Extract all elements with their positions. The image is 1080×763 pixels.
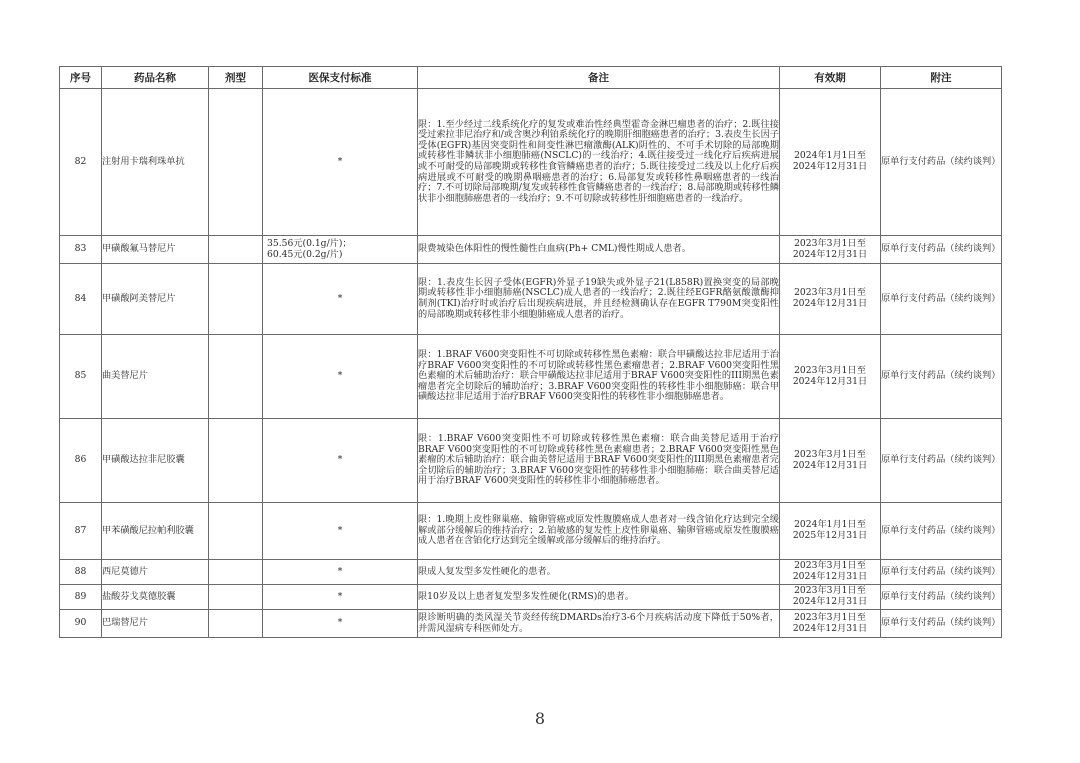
table-row xyxy=(60,335,1002,419)
table-header-row xyxy=(60,67,1002,89)
dosage-form xyxy=(209,236,263,264)
payment-standard: * xyxy=(263,503,418,560)
dosage-form xyxy=(209,610,263,638)
validity-start: 2024年1月1日至 xyxy=(794,150,866,162)
remarks: 限：1.表皮生长因子受体(EGFR)外显子19缺失或外显子21(L858R)置换突变的局部晚期或转移性非小细胞肺癌(NSCLC)成人患者的一线治疗；2.既往经EGFR酪氨酸激酶抑制剂(TKI)治疗时或治疗后出现疾病进展，并且经检测确认存在EGFR T790M突变阳性的局部晚期或转移性非小细胞肺癌成人患者的治疗。 xyxy=(418,264,780,335)
validity-period xyxy=(780,560,881,585)
validity-period xyxy=(780,610,881,638)
row-number: 89 xyxy=(60,585,102,610)
annex-note: 原单行支付药品（续约谈判） xyxy=(881,560,1002,585)
validity-end: 2024年12月31日 xyxy=(792,459,868,471)
annex-note: 原单行支付药品（续约谈判） xyxy=(881,503,1002,560)
payment-standard: * xyxy=(263,89,418,236)
drug-name: 西尼莫德片 xyxy=(102,560,209,585)
table-row xyxy=(60,560,1002,585)
drug-name: 盐酸芬戈莫德胶囊 xyxy=(102,585,209,610)
header-annex: 附注 xyxy=(881,67,1002,89)
drug-name: 甲磺酸达拉非尼胶囊 xyxy=(102,419,209,503)
payment-standard: * xyxy=(263,264,418,335)
remarks: 限成人复发型多发性硬化的患者。 xyxy=(418,560,780,585)
annex-note: 原单行支付药品（续约谈判） xyxy=(881,585,1002,610)
drug-name: 甲苯磺酸尼拉帕利胶囊 xyxy=(102,503,209,560)
row-number: 88 xyxy=(60,560,102,585)
validity-start: 2023年3月1日至 xyxy=(794,237,866,249)
validity-start: 2023年3月1日至 xyxy=(794,364,866,376)
dosage-form xyxy=(209,503,263,560)
validity-start: 2023年3月1日至 xyxy=(794,448,866,460)
remarks: 限费城染色体阳性的慢性髓性白血病(Ph+ CML)慢性期成人患者。 xyxy=(418,236,780,264)
table-row xyxy=(60,419,1002,503)
validity-start: 2023年3月1日至 xyxy=(794,585,866,597)
remarks: 限10岁及以上患者复发型多发性硬化(RMS)的患者。 xyxy=(418,585,780,610)
dosage-form xyxy=(209,89,263,236)
row-number: 90 xyxy=(60,610,102,638)
validity-period xyxy=(780,585,881,610)
header-validity: 有效期 xyxy=(780,67,881,89)
row-number: 84 xyxy=(60,264,102,335)
annex-note: 原单行支付药品（续约谈判） xyxy=(881,335,1002,419)
annex-note: 原单行支付药品（续约谈判） xyxy=(881,89,1002,236)
remarks: 限：1.BRAF V600突变阳性不可切除或转移性黑色素瘤：联合甲磺酸达拉非尼适用于治疗BRAF V600突变阳性的不可切除或转移性黑色素瘤患者；2.BRAF V600突变阳性黑色素瘤的术后辅助治疗：联合甲磺酸达拉非尼适用于BRAF V600突变阳性的III期黑色素瘤患者完全切除后的辅助治疗；3.BRAF V600突变阳性的转移性非小细胞肺癌：联合甲磺酸达拉非尼适用于治疗BRAF V600突变阳性的转移性非小细胞肺癌患者。 xyxy=(418,335,780,419)
validity-end: 2024年12月31日 xyxy=(792,298,868,309)
header-drug-name: 药品名称 xyxy=(102,67,209,89)
table-row xyxy=(60,89,1002,236)
drug-name: 注射用卡瑞利珠单抗 xyxy=(102,89,209,236)
payment-standard: * xyxy=(263,585,418,610)
remarks: 限：1.至少经过二线系统化疗的复发或难治性经典型霍奇金淋巴瘤患者的治疗；2.既往接受过索拉非尼治疗和/或含奥沙利铂系统化疗的晚期肝细胞癌患者的治疗；3.表皮生长因子受体(EGFR)基因突变阴性和间变性淋巴瘤激酶(ALK)阴性的、不可手术切除的局部晚期或转移性非鳞状非小细胞肺癌(NSCLC)的一线治疗；4.既往接受过一线化疗后疾病进展或不可耐受的局部晚期或转移性食管鳞癌患者的治疗；5.既往接受过二线及以上化疗后疾病进展或不可耐受的晚期鼻咽癌患者的治疗；6.局部复发或转移性鼻咽癌患者的一线治疗；7.不可切除局部晚期/复发或转移性食管鳞癌患者的一线治疗；8.局部晚期或转移性鳞状非小细胞肺癌患者的一线治疗；9.不可切除或转移性肝细胞癌患者的一线治疗。 xyxy=(418,89,780,236)
header-dosage-form: 剂型 xyxy=(209,67,263,89)
validity-start: 2023年3月1日至 xyxy=(794,611,866,623)
remarks: 限诊断明确的类风湿关节炎经传统DMARDs治疗3-6个月疾病活动度下降低于50%者，并需风湿病专科医师处方。 xyxy=(418,610,780,638)
drug-name: 巴瑞替尼片 xyxy=(102,610,209,638)
validity-end: 2024年12月31日 xyxy=(792,571,868,582)
validity-end: 2025年12月31日 xyxy=(792,530,868,541)
annex-note: 原单行支付药品（续约谈判） xyxy=(881,236,1002,264)
payment-standard: * xyxy=(263,419,418,503)
validity-start: 2024年1月1日至 xyxy=(794,519,866,531)
validity-end: 2024年12月31日 xyxy=(792,596,868,607)
payment-standard: * xyxy=(263,610,418,638)
page-number: 8 xyxy=(534,709,546,728)
remarks: 限：1.BRAF V600突变阳性不可切除或转移性黑色素瘤：联合曲美替尼适用于治疗BRAF V600突变阳性的不可切除或转移性黑色素瘤患者；2.BRAF V600突变阳性黑色素瘤的术后辅助治疗：联合曲美替尼适用于BRAF V600突变阳性的III期黑色素瘤患者完全切除后的辅助治疗；3.BRAF V600突变阳性的转移性非小细胞肺癌：联合曲美替尼适用于治疗BRAF V600突变阳性的转移性非小细胞肺癌患者。 xyxy=(418,419,780,503)
drug-name: 曲美替尼片 xyxy=(102,335,209,419)
table-row xyxy=(60,264,1002,335)
row-number: 83 xyxy=(60,236,102,264)
table-row xyxy=(60,610,1002,638)
payment-standard-line: 35.56元(0.1g/片)； xyxy=(267,237,352,249)
validity-period xyxy=(780,89,881,236)
drug-table xyxy=(59,66,1002,638)
row-number: 87 xyxy=(60,503,102,560)
payment-standard-line: 60.45元(0.2g/片) xyxy=(267,248,343,260)
validity-period xyxy=(780,335,881,419)
validity-start: 2023年3月1日至 xyxy=(794,287,866,299)
table-row xyxy=(60,585,1002,610)
validity-end: 2024年12月31日 xyxy=(792,622,868,634)
annex-note: 原单行支付药品（续约谈判） xyxy=(881,610,1002,638)
annex-note: 原单行支付药品（续约谈判） xyxy=(881,419,1002,503)
dosage-form xyxy=(209,560,263,585)
row-number: 82 xyxy=(60,89,102,236)
validity-period xyxy=(780,264,881,335)
header-no: 序号 xyxy=(60,67,102,89)
validity-end: 2024年12月31日 xyxy=(792,161,868,172)
dosage-form xyxy=(209,585,263,610)
validity-end: 2024年12月31日 xyxy=(792,248,868,260)
dosage-form xyxy=(209,264,263,335)
table-row xyxy=(60,503,1002,560)
remarks: 限：1.晚期上皮性卵巢癌、输卵管癌或原发性腹膜癌成人患者对一线含铂化疗达到完全缓解或部分缓解后的维持治疗；2.铂敏感的复发性上皮性卵巢癌、输卵管癌或原发性腹膜癌成人患者在含铂化疗达到完全缓解或部分缓解后的维持治疗。 xyxy=(418,503,780,560)
validity-period xyxy=(780,236,881,264)
drug-name: 甲磺酸氟马替尼片 xyxy=(102,236,209,264)
validity-period xyxy=(780,419,881,503)
payment-standard: * xyxy=(263,560,418,585)
validity-end: 2024年12月31日 xyxy=(792,375,868,387)
validity-start: 2023年3月1日至 xyxy=(794,560,866,572)
validity-period xyxy=(780,503,881,560)
dosage-form xyxy=(209,419,263,503)
payment-standard xyxy=(263,236,418,264)
header-payment-standard: 医保支付标准 xyxy=(263,67,418,89)
row-number: 85 xyxy=(60,335,102,419)
header-remarks: 备注 xyxy=(418,67,780,89)
payment-standard: * xyxy=(263,335,418,419)
row-number: 86 xyxy=(60,419,102,503)
dosage-form xyxy=(209,335,263,419)
table-row xyxy=(60,236,1002,264)
annex-note: 原单行支付药品（续约谈判） xyxy=(881,264,1002,335)
drug-name: 甲磺酸阿美替尼片 xyxy=(102,264,209,335)
